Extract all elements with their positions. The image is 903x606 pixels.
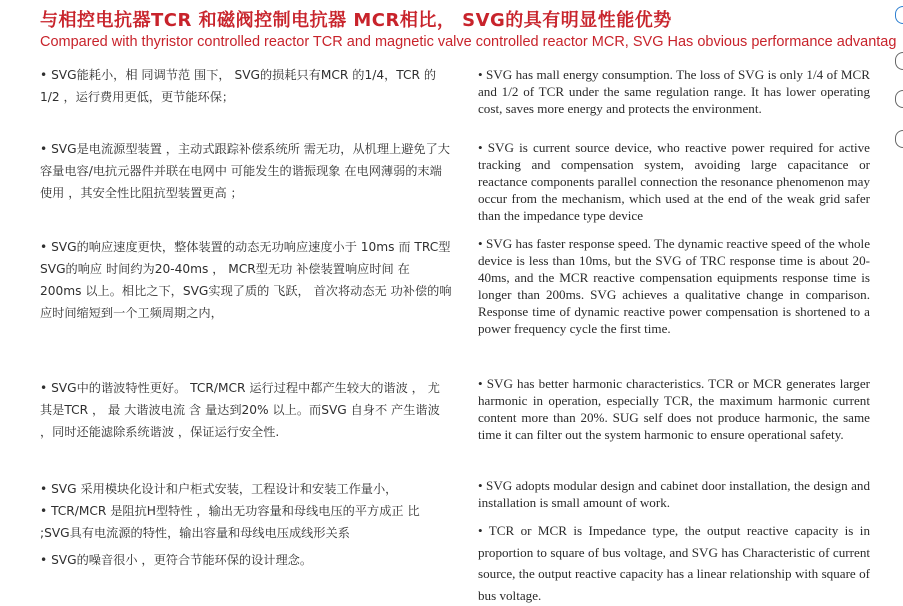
zh-point-response: • SVG的响应速度更快，整体装置的动态无功响应速度小于 10ms 而 TRC型SVG的响应 时间约为20-40ms ， MCR型无功 补偿装置响应时间 在 200ms 以上。相比之下，SVG实现了质的 飞跃， 首次将动态无 功补偿的响应时间缩短到一个工频周期之内， (40, 240, 452, 320)
toolbar-button-icon[interactable] (895, 52, 903, 70)
zh-point-energy: • SVG能耗小，相 同调节范 围下， SVG的损耗只有MCR 的1/4，TCR 的1/2 ，运行费用更低，更节能环保； (40, 68, 437, 104)
en-point-modular: • SVG adopts modular design and cabinet door installation, the design and installation is small amount of work. (478, 478, 870, 510)
zh-point-modular: • SVG 采用模块化设计和户柜式安装，工程设计和安装工作量小， (40, 482, 398, 496)
toolbar-button-icon[interactable] (895, 130, 903, 148)
en-point-impedance: • TCR or MCR is Impedance type, the output reactive capacity is in proportion to square of bus voltage, and SVG has Characteristic of current source, the output reactive capacity has a linear relationship with square of bus voltage. (478, 523, 870, 603)
en-point-harmonic: • SVG has better harmonic characteristics. TCR or MCR generates larger harmonic in operation, especially TCR, the maximum harmonic current content more than 20%. SUG self does not produce harmonic, the same time it can filter out the system harmonic to ensure operational safety. (478, 376, 870, 442)
zh-point-impedance: • TCR/MCR 是阻抗H型特性 ，输出无功容量和母线电压的平方成正 比 ;SVG具有电流源的特性，输出容量和母线电压成线形关系 (40, 504, 420, 540)
zh-point-noise: • SVG的噪音很小 ，更符合节能环保的设计理念。 (40, 553, 313, 567)
en-point-energy: • SVG has mall energy consumption. The loss of SVG is only 1/4 of MCR and 1/2 of TCR under the same regulation range. It has lower operating cost, saves more energy and protects the environment. (478, 67, 870, 116)
page-title-zh: 与相控电抗器TCR 和磁阀控制电抗器 MCR相比， SVG的具有明显性能优势 (40, 10, 672, 31)
zh-point-current-source: • SVG是电流源型装置 ，主动式跟踪补偿系统所 需无功，从机理上避免了大容量电容/电抗元器件并联在电网中 可能发生的谐振现象 在电网薄弱的末端使用 ，其安全性比阻抗型装置更高 ； (40, 142, 450, 200)
side-toolbar (893, 0, 903, 150)
toolbar-button-icon[interactable] (895, 90, 903, 108)
en-point-current-source: • SVG is current source device, who reactive power required for active tracking and compensation system, avoiding large capacitance or reactance components parallel connection the resonance phenomenon may occur from the mechanism, which used at the end of the weak grid safer than the impedance type device (478, 140, 870, 223)
zh-point-harmonic: • SVG中的谐波特性更好。 TCR/MCR 运行过程中都产生较大的谐波 ， 尤其是TCR ， 最 大谐波电流 含 量达到20% 以上。而SVG 自身不 产生谐波 ，同时还能滤除系统谐波 ，保证运行安全性. (40, 381, 440, 439)
en-point-response: • SVG has faster response speed. The dynamic reactive speed of the whole device is less than 10ms, but the SVG of TRC response time is about 20-40ms, and the MCR reactive compensation equipments response time is longer than 200ms. SVG achieves a qualitative change in comparison. Response time of dynamic reactive power compensation is shortened to a power frequency cycle the first time. (478, 236, 870, 336)
page-title-en: Compared with thyristor controlled reactor TCR and magnetic valve controlled reactor MCR, SVG Has obvious performance advantag (40, 34, 897, 50)
toolbar-button-icon[interactable] (895, 6, 903, 24)
